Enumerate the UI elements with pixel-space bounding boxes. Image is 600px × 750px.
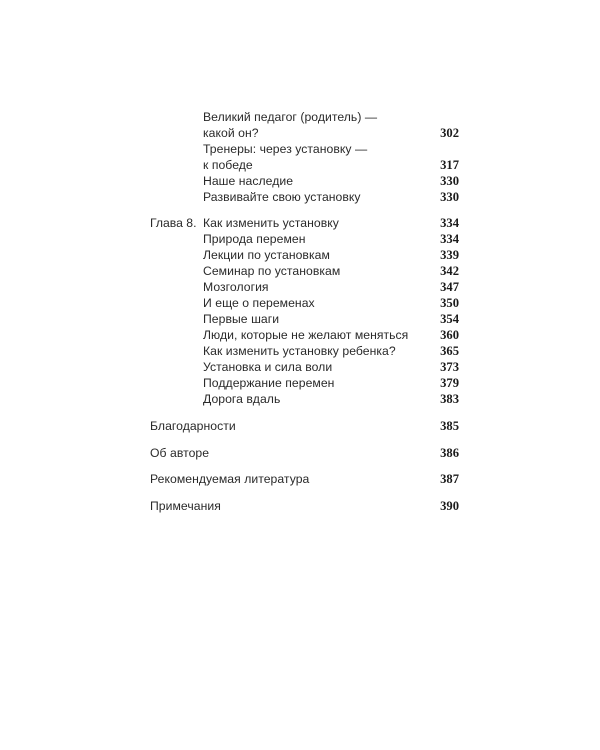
toc-entry-page: 317	[440, 158, 459, 172]
toc-entry-page: 379	[440, 376, 459, 390]
toc-entry-page: 354	[440, 312, 459, 326]
toc-entry-title-continued: какой он?	[203, 126, 259, 140]
toc-entry-page: 330	[440, 190, 459, 204]
toc-entry-title: Люди, которые не желают меняться	[203, 328, 409, 342]
toc-entry-title: Развивайте свою установку	[203, 190, 361, 204]
toc-entry-title: Первые шаги	[203, 312, 280, 326]
toc-entry-title-continued: к победе	[203, 158, 253, 172]
toc-entry-page: 334	[440, 232, 459, 246]
toc-entry-page: 365	[440, 344, 459, 358]
chapter-title: Как изменить установку	[203, 216, 339, 230]
toc-entry-page: 342	[440, 264, 459, 278]
toc-entry-title: Наше наследие	[203, 174, 294, 188]
toc-entry-page: 330	[440, 174, 459, 188]
toc-entry-title: Великий педагог (родитель) —	[203, 110, 378, 124]
toc-entry-title: Тренеры: через установку —	[203, 142, 368, 156]
toc-entry-page: 339	[440, 248, 459, 262]
toc-entry-title: И еще о переменах	[203, 296, 315, 310]
toc-entry-page: 350	[440, 296, 459, 310]
toc-entry-title: Как изменить установку ребенка?	[203, 344, 396, 358]
toc-entry-title: Лекции по установкам	[203, 248, 330, 262]
toc-back-matter-title: Примечания	[150, 499, 221, 513]
toc-entry-page: 373	[440, 360, 459, 374]
toc-back-matter-page: 390	[440, 499, 459, 513]
toc-back-matter-page: 387	[440, 472, 459, 486]
toc-back-matter-page: 386	[440, 446, 459, 460]
toc-back-matter-title: Об авторе	[150, 446, 210, 460]
toc-back-matter-title: Благодарности	[150, 419, 236, 433]
toc-entry-title: Установка и сила воли	[203, 360, 333, 374]
toc-back-matter-page: 385	[440, 419, 459, 433]
toc-entry-title: Природа перемен	[203, 232, 306, 246]
chapter-label: Глава 8.	[150, 216, 197, 230]
toc-entry-title: Поддержание перемен	[203, 376, 335, 390]
toc-entry-page: 302	[440, 126, 459, 140]
chapter-page: 334	[440, 216, 459, 230]
toc-back-matter-title: Рекомендуемая литература	[150, 472, 310, 486]
toc-entry-title: Дорога вдаль	[203, 392, 281, 406]
toc-entry-page: 383	[440, 392, 459, 406]
toc-entry-page: 347	[440, 280, 459, 294]
toc-entry-page: 360	[440, 328, 459, 342]
toc-entry-title: Семинар по установкам	[203, 264, 341, 278]
toc-entry-title: Мозгология	[203, 280, 269, 294]
